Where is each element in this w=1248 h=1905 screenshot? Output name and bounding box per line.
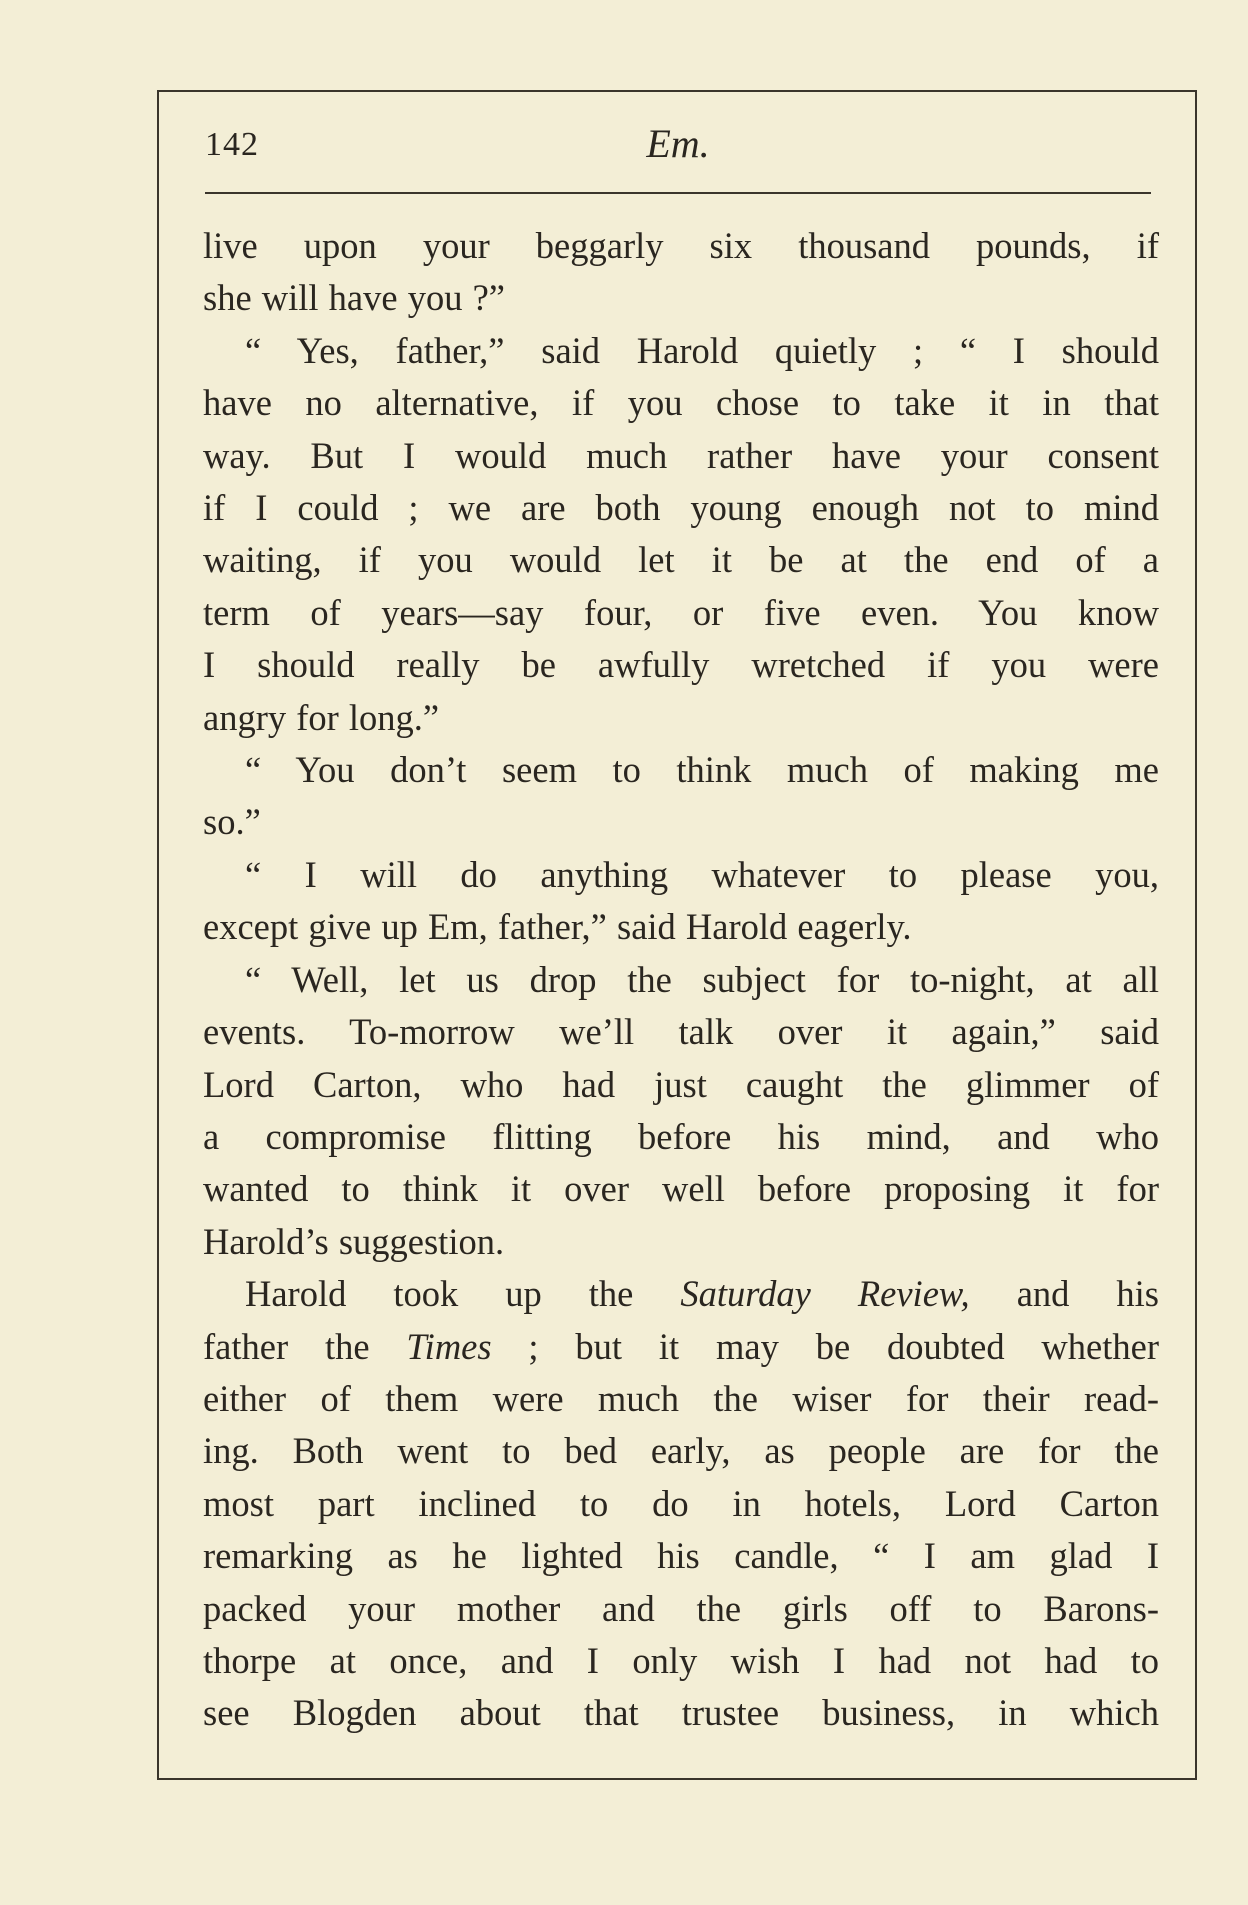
text-line: ing. Both went to bed early, as people are for the xyxy=(203,1430,1159,1472)
page-number: 142 xyxy=(205,126,259,163)
text-line: she will have you ?” xyxy=(203,277,505,319)
text-segment: Harold took up the xyxy=(245,1273,681,1315)
text-line: except give up Em, father,” said Harold eagerly. xyxy=(203,906,912,948)
text-line: live upon your beggarly six thousand pounds, if xyxy=(203,225,1159,266)
text-line: either of them were much the wiser for their read- xyxy=(203,1377,1159,1419)
text-line xyxy=(203,1321,1159,1373)
text-line: “ Yes, father,” said Harold quietly ; “ I should xyxy=(245,329,1159,371)
text-line: I should really be awfully wretched if you were xyxy=(203,644,1159,686)
header-rule xyxy=(205,192,1151,194)
text-line: thorpe at once, and I only wish I had not had to xyxy=(203,1639,1159,1681)
text-line: waiting, if you would let it be at the end of a xyxy=(203,539,1159,581)
italic-title: Saturday Review, xyxy=(680,1273,970,1315)
text-line: so.” xyxy=(203,801,261,843)
page-header xyxy=(205,118,1151,178)
text-line: remarking as he lighted his candle, “ I am glad I xyxy=(203,1535,1159,1577)
text-line: “ Well, let us drop the subject for to-night, at all xyxy=(245,958,1159,1000)
text-segment: ; but it may be doubted whether xyxy=(491,1325,1159,1367)
text-line: way. But I would much rather have your consent xyxy=(203,434,1159,476)
text-segment: father the xyxy=(203,1325,407,1367)
text-line: events. To-morrow we’ll talk over it again,” said xyxy=(203,1011,1159,1053)
text-line: a compromise flitting before his mind, and who xyxy=(203,1115,1159,1157)
text-line: “ I will do anything whatever to please you, xyxy=(245,853,1159,895)
text-line: angry for long.” xyxy=(203,696,440,738)
text-line: if I could ; we are both young enough not to mind xyxy=(203,487,1159,529)
text-line: term of years—say four, or five even. You know xyxy=(203,591,1159,633)
body-text xyxy=(203,220,1159,1740)
text-line: “ You don’t seem to think much of making me xyxy=(245,749,1159,791)
text-line: packed your mother and the girls off to Barons- xyxy=(203,1587,1159,1629)
italic-title: Times xyxy=(406,1325,492,1367)
running-title: Em. xyxy=(646,121,710,166)
text-line: most part inclined to do in hotels, Lord Carton xyxy=(203,1482,1159,1524)
text-line: Harold’s suggestion. xyxy=(203,1220,505,1262)
text-line xyxy=(203,1268,1159,1320)
text-line: wanted to think it over well before proposing it for xyxy=(203,1168,1159,1210)
text-line: Lord Carton, who had just caught the glimmer of xyxy=(203,1063,1159,1105)
text-segment: and his xyxy=(969,1273,1159,1315)
text-line: see Blogden about that trustee business, in which xyxy=(203,1692,1159,1734)
text-line: have no alternative, if you chose to take it in that xyxy=(203,382,1159,424)
